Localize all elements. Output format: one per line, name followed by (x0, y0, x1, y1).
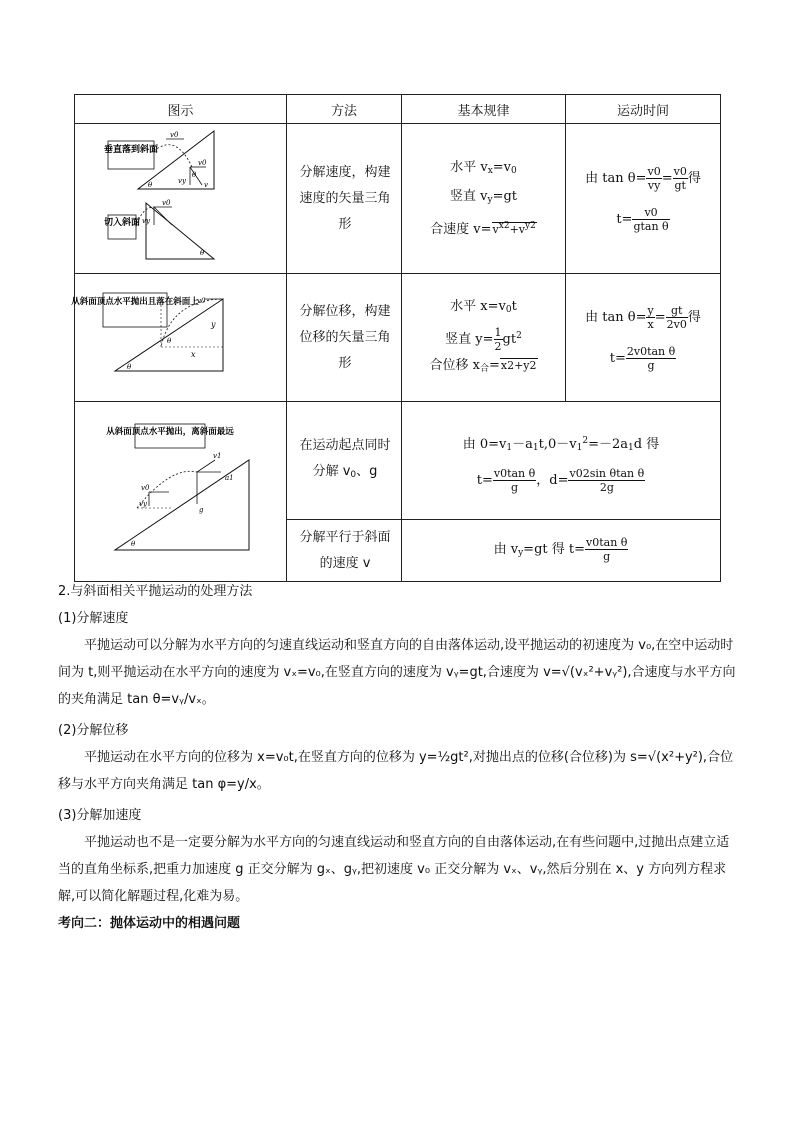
topic-heading: 考向二：抛体运动中的相遇问题 (58, 916, 241, 931)
table-header-row (75, 95, 721, 124)
svg-text:vy: vy (138, 499, 147, 508)
header-law: 基本规律 (402, 95, 566, 124)
law-horizontal-displacement: 水平 $x=v_0t$ (450, 298, 517, 315)
section-methods (58, 578, 738, 937)
svg-text:v0: v0 (196, 296, 205, 305)
time-formula-tan: 由 tan θ= $\frac{v0}{vy}$ = $\frac{v0}{gt}$ 得 (585, 164, 701, 192)
law-equation-line: 由 $0=v_1-a_1t,0-v_1^2=-2a_1d$ 得 (462, 435, 660, 453)
svg-text:vy: vy (141, 216, 150, 225)
law-resultant-displacement: 合位移 $x_合=x2+y2$ (429, 357, 537, 374)
svg-text:g: g (198, 505, 203, 514)
label-perpendicular-1: 垂直落到斜面 (103, 144, 158, 155)
paragraph-displacement: 平抛运动在水平方向的位移为 x=v₀t,在竖直方向的位移为 y=½gt²,对抛出点的位移(合位移)为 s=√(x²+y²),合位移与水平方向夹角满足 tan φ=y/x。 (58, 750, 734, 792)
diagram-farthest-from-incline (101, 420, 261, 560)
paragraph-acceleration: 平抛运动也不是一定要分解为水平方向的匀速直线运动和竖直方向的自由落体运动,在有些问题中,过抛出点建立适当的直角坐标系,把重力加速度 g 正交分解为 gₓ、gᵧ,把初速度 v₀ 正交分解为 vₓ、vᵧ,然后分别在 x、y 方向列方程求解,可以简化解题过程,化难为易。 (58, 835, 730, 904)
svg-text:v0: v0 (161, 198, 170, 207)
method-cell-parallel-velocity: 分解平行于斜面的速度 v (287, 520, 402, 582)
label-farthest: 从斜面顶点水平抛出，离斜面最远 (105, 426, 234, 437)
svg-text:v1: v1 (212, 451, 221, 460)
svg-text:v0: v0 (197, 158, 206, 167)
law-cell-velocity (402, 124, 566, 274)
time-cell-displacement (566, 274, 721, 402)
law-cell-decompose-g (402, 402, 721, 520)
time-formula-t: t= $\frac{\text{2v0tan θ}}{g}$ (609, 344, 676, 372)
table-row (75, 124, 721, 274)
diagram-cell-velocity (75, 124, 287, 274)
diagram-cell-farthest (75, 402, 287, 582)
law-vertical-velocity: 竖直 $v_y=gt$ (449, 188, 518, 205)
law-horizontal-velocity: 水平 $v_x=v_0$ (450, 159, 517, 176)
svg-text:a1: a1 (224, 473, 234, 482)
svg-text:θ: θ (130, 539, 135, 548)
law-vertical-displacement: 竖直 y= $\frac{1}{2}$ $gt^2$ (445, 325, 522, 353)
method-cell-velocity: 分解速度，构建速度的矢量三角形 (287, 124, 402, 274)
method-cell-decompose-g: 在运动起点同时分解 $v_0$、g (287, 402, 402, 520)
svg-text:θ: θ (191, 170, 196, 179)
law-cell-displacement (402, 274, 566, 402)
method-cell-displacement: 分解位移，构建位移的矢量三角形 (287, 274, 402, 402)
section-title: 2.与斜面相关平抛运动的处理方法 (58, 584, 253, 599)
label-tangent-1: 切入斜面 (103, 217, 140, 228)
subheading-displacement: (2)分解位移 (58, 723, 129, 738)
table-row (75, 402, 721, 520)
law-parallel-line: 由 $v_y=gt$ 得 t= $\frac{\text{v0tan θ}}{g}$ (493, 535, 628, 563)
law-resultant-velocity: 合速度 $v=v^{x2}+v^{y2}$ (430, 220, 536, 237)
law-result-line: t= $\frac{\text{v0tan θ}}{g}$ ，d= $\frac{\text{v02sin θtan θ}}{2g}$ (476, 466, 645, 494)
svg-text:x: x (190, 349, 196, 359)
paragraph-velocity: 平抛运动可以分解为水平方向的匀速直线运动和竖直方向的自由落体运动,设平抛运动的初速度为 v₀,在空中运动时间为 t,则平抛运动在水平方向的速度为 vₓ=v₀,在竖直方向的速度为 vᵧ=gt,合速度为 v=√(vₓ²+vᵧ²),合速度与水平方向的夹角满足 tan θ=vᵧ/vₓ。 (58, 638, 736, 707)
law-cell-parallel-velocity (402, 520, 721, 582)
subheading-velocity: (1)分解速度 (58, 611, 129, 626)
svg-text:θ: θ (166, 336, 171, 345)
time-cell-velocity (566, 124, 721, 274)
svg-text:θ: θ (126, 362, 131, 371)
time-formula-t: t= $\frac{v0}{\text{gtan θ}}$ (616, 205, 669, 233)
diagram-cell-displacement (70, 274, 287, 402)
svg-text:v0: v0 (169, 130, 178, 139)
header-diagram: 图示 (75, 95, 287, 124)
table-row (75, 274, 721, 402)
svg-text:y: y (210, 319, 216, 329)
svg-text:θ: θ (147, 180, 152, 189)
svg-text:v: v (203, 180, 208, 189)
label-on-incline: 从斜面顶点水平抛出且落在斜面上 (70, 296, 199, 307)
diagram-velocity-decomposition (103, 127, 256, 267)
time-formula-tan: 由 tan θ= $\frac{y}{x}$ = $\frac{gt}{2v0}$ 得 (585, 303, 701, 331)
svg-text:vy: vy (177, 176, 186, 185)
header-method: 方法 (287, 95, 402, 124)
method-table (70, 94, 721, 582)
header-time: 运动时间 (566, 95, 721, 124)
svg-text:v0: v0 (140, 483, 149, 492)
svg-text:θ: θ (199, 248, 204, 257)
diagram-displacement-decomposition (70, 291, 261, 381)
subheading-acceleration: (3)分解加速度 (58, 808, 142, 823)
